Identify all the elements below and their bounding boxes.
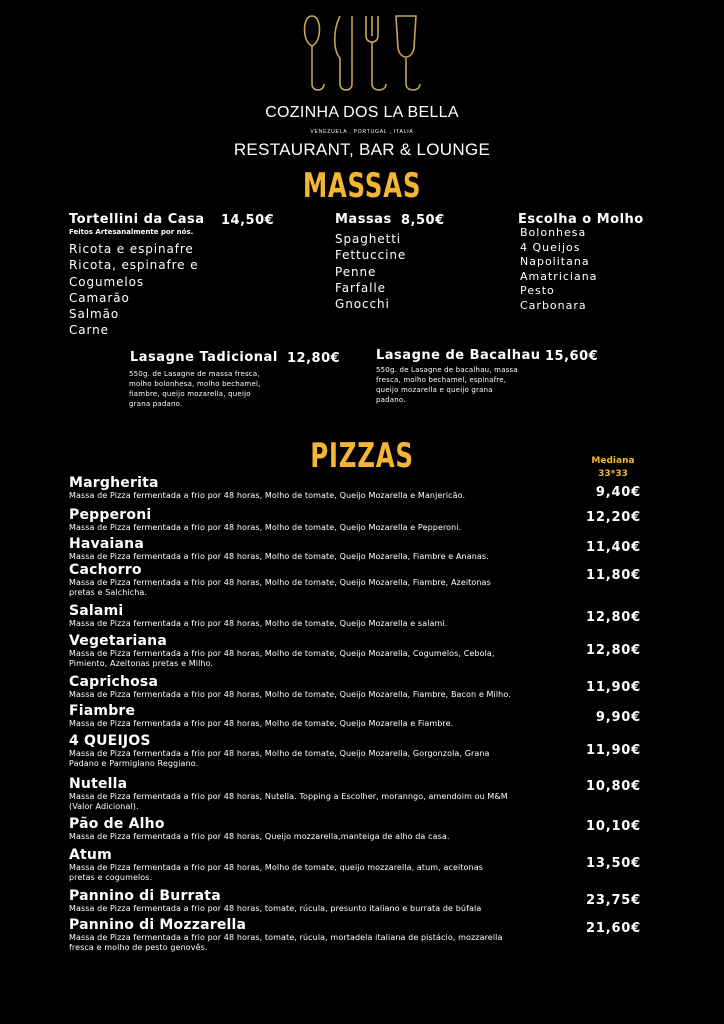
pizza-price: 21,60€: [586, 921, 641, 936]
lasagne-bacalhau-price: 15,60€: [545, 349, 599, 364]
pizza-name: Fiambre: [69, 703, 136, 719]
massas-price: 8,50€: [401, 213, 445, 228]
brand-tagline: VENEZUELA , PORTUGAL , ITALIA: [310, 129, 414, 135]
size-label: Mediana: [591, 456, 635, 466]
brand-subtitle: RESTAURANT, BAR & LOUNGE: [233, 140, 491, 159]
lasagne-tradicional-price: 12,80€: [287, 351, 341, 366]
pizza-description: Massa de Pizza fermentada a frio por 48 horas, Molho de tomate, Queijo Mozarella, Fiambre e Ananas.: [69, 552, 489, 561]
massas-options: [335, 231, 406, 312]
lasagne-tradicional-desc: 550g. de Lasagne de massa fresca, molho bolonhesa, molho bechamel, fiambre, queijo mozarella, queijo grana padano.: [129, 370, 261, 408]
pizza-name: Cachorro: [69, 562, 142, 578]
pizza-price: 12,80€: [586, 610, 641, 625]
pizza-name: 4 QUEIJOS: [69, 733, 151, 749]
pizza-price: 9,90€: [595, 710, 641, 725]
pizza-name: Pannino di Mozzarella: [69, 917, 247, 933]
pizza-price: 11,40€: [586, 540, 641, 555]
pizza-description: Massa de Pizza fermentada a frio por 48 horas, Queijo mozzarella,manteiga de alho da casa.: [69, 832, 450, 841]
pizza-price: 23,75€: [586, 893, 641, 908]
tortellini-name: Tortellini da Casa: [69, 212, 205, 227]
pizza-description: Massa de Pizza fermentada a frio por 48 horas, Molho de tomate, Queijo Mozarella e Pepperoni.: [69, 523, 462, 532]
lasagne-tradicional-name: Lasagne Tadicional: [130, 350, 278, 365]
list-item: 4 Queijos: [520, 240, 581, 254]
list-item: Fettuccine: [335, 248, 407, 263]
pizza-price: 12,20€: [586, 510, 641, 525]
list-item: Napolitana: [520, 255, 590, 268]
pizza-description: Massa de Pizza fermentada a frio por 48 horas, Molho de tomate, Queijo Mozarella, Gorgonzola, Grana Padano e Parmigiano Reggiano.: [69, 749, 490, 769]
pizza-price: 11,90€: [586, 680, 641, 695]
tortellini-note: Feitos Artesanalmente por nós.: [69, 228, 194, 236]
list-item: Pesto: [520, 284, 555, 297]
pizza-name: Vegetariana: [69, 633, 167, 649]
size-value: 33*33: [598, 469, 628, 479]
pizza-price: 12,80€: [586, 643, 641, 658]
pizza-name: Salami: [69, 603, 124, 619]
pizza-description: Massa de Pizza fermentada a frio por 48 horas, Molho de tomate, Queijo Mozarella, Fiambre, Bacon e Milho.: [69, 690, 511, 699]
massas-title: MASSAS: [302, 166, 422, 206]
list-item: Carbonara: [520, 298, 587, 312]
pizza-price: 11,80€: [586, 568, 641, 583]
pizza-description: Massa de Pizza fermentada a frio por 48 horas, tomate, rúcula, mortadela italiana de pistácio, mozzarella fresca e molho de pesto genovês.: [69, 933, 503, 953]
pizza-description: Massa de Pizza fermentada a frio por 48 horas, Nutella. Topping a Escolher, moranngo, amendoim ou M&M (Valor Adicional).: [69, 792, 508, 812]
list-item: Amatriciana: [520, 269, 598, 283]
pizza-name: Margherita: [69, 475, 159, 491]
pizza-description: Massa de Pizza fermentada a frio por 48 horas, Molho de tomate, Queijo Mozarella, Cogumelos, Cebola, Pimiento, Azeitonas pretas e Milho.: [69, 649, 495, 669]
list-item: Camarão: [69, 290, 130, 305]
list-item: Cogumelos: [69, 274, 145, 289]
molho-options: [520, 226, 597, 313]
list-item: Penne: [335, 264, 377, 279]
pizza-price: 13,50€: [586, 856, 641, 871]
pizza-name: Pannino di Burrata: [69, 888, 221, 904]
pizzas-title: PIZZAS: [310, 436, 414, 476]
pizza-price: 10,80€: [586, 779, 641, 794]
list-item: Spaghetti: [335, 232, 402, 246]
pizza-price: 11,90€: [586, 743, 641, 758]
pizza-name: Havaiana: [69, 536, 144, 552]
list-item: Farfalle: [335, 280, 386, 295]
pizza-description: Massa de Pizza fermentada a frio por 48 horas, Molho de tomate, Queijo Mozarella e Manjericão.: [69, 491, 466, 500]
restaurant-logo-icon: [296, 12, 428, 94]
lasagne-bacalhau-name: Lasagne de Bacalhau: [376, 348, 541, 363]
pizza-name: Caprichosa: [69, 674, 159, 690]
pizza-description: Massa de Pizza fermentada a frio por 48 horas, Molho de tomate, Queijo Mozarella, Fiambre, Azeitonas pretas e Salchicha.: [69, 578, 491, 598]
list-item: Bolonhesa: [520, 226, 587, 239]
massas-name: Massas: [335, 212, 392, 227]
lasagne-bacalhau-desc: 550g. de Lasagne de bacalhau, massa fresca, molho bechamel, espinafre, queijo mozarella e queijo grana padano.: [376, 366, 518, 404]
list-item: Carne: [69, 323, 109, 338]
pizza-name: Nutella: [69, 776, 128, 792]
pizza-name: Atum: [69, 847, 112, 863]
pizza-name: Pepperoni: [69, 507, 152, 523]
pizza-description: Massa de Pizza fermentada a frio por 48 horas, Molho de tomate, Queijo Mozarella e salami.: [69, 619, 448, 628]
list-item: Salmão: [69, 307, 120, 322]
pizza-name: Pão de Alho: [69, 816, 165, 832]
tortellini-price: 14,50€: [221, 213, 275, 228]
molho-name: Escolha o Molho: [518, 212, 644, 227]
pizza-price: 10,10€: [586, 819, 641, 834]
pizza-description: Massa de Pizza fermentada a frio por 48 horas, Molho de tomate, queijo mozzarella, atum, aceitonas pretas e cogumelos.: [69, 863, 483, 883]
pizza-description: Massa de Pizza fermentada a frio por 48 horas, tomate, rúcula, presunto italiano e burrata de búfala: [69, 904, 482, 913]
list-item: Ricota e espinafre: [69, 242, 194, 256]
brand-name: COZINHA DOS LA BELLA: [265, 104, 459, 121]
list-item: Ricota, espinafre e: [69, 258, 199, 273]
tortellini-options: [69, 241, 198, 339]
pizza-description: Massa de Pizza fermentada a frio por 48 horas, Molho de tomate, Queijo Mozarella e Fiambre.: [69, 719, 454, 728]
list-item: Gnocchi: [335, 297, 390, 312]
pizza-price: 9,40€: [595, 485, 641, 500]
